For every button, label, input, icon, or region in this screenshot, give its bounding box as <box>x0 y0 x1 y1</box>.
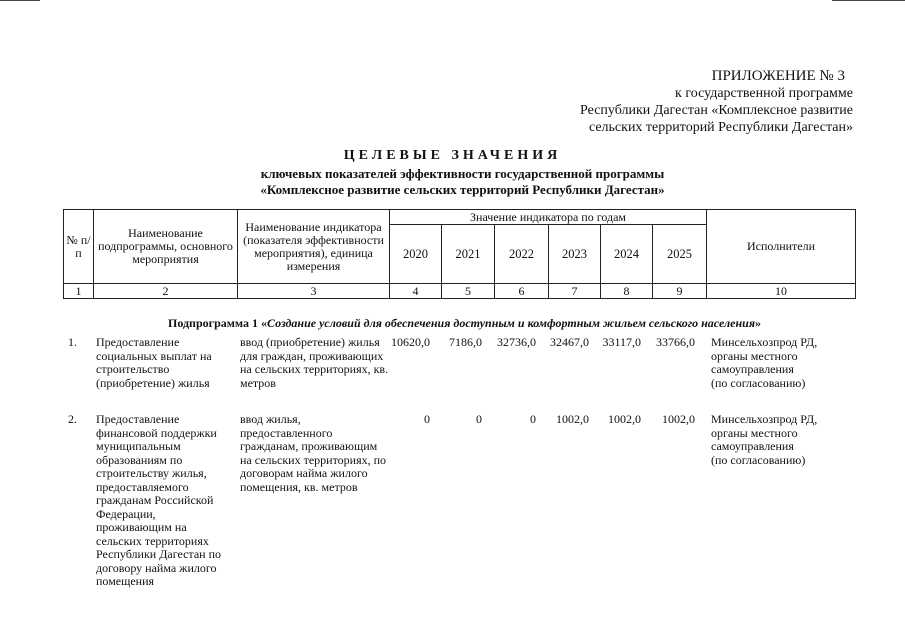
row-executors <box>711 413 856 467</box>
column-number: 1 <box>64 284 94 299</box>
row-value-2025: 33766,0 <box>656 335 695 349</box>
row-activity-name: Предоставление социальных выплат на строительство (приобретение) жилья <box>96 335 212 390</box>
header-num: № п/п <box>64 210 94 284</box>
row-executors <box>711 336 856 390</box>
table-row <box>63 413 855 598</box>
column-number: 4 <box>390 284 442 299</box>
subprogram-heading <box>12 316 905 331</box>
header-indicator: Наименование индикатора (показателя эффективности мероприятия), единица измерения <box>238 210 390 284</box>
row-value-2024: 33117,0 <box>602 335 641 349</box>
row-value-2020: 10620,0 <box>391 335 430 349</box>
executor-line: (по согласованию) <box>711 375 806 390</box>
column-number: 8 <box>601 284 653 299</box>
appendix-block <box>580 68 853 136</box>
column-number: 5 <box>442 284 495 299</box>
column-number: 9 <box>653 284 707 299</box>
column-number: 2 <box>94 284 238 299</box>
document-title: ЦЕЛЕВЫЕ ЗНАЧЕНИЯ <box>343 148 562 163</box>
header-values-group: Значение индикатора по годам <box>390 210 707 225</box>
appendix-line: Республики Дагестан «Комплексное развитие <box>580 103 853 118</box>
row-number: 1. <box>68 335 77 349</box>
subprogram-suffix: » <box>755 316 762 330</box>
row-value-2025: 1002,0 <box>662 412 695 426</box>
row-value-2021: 7186,0 <box>449 335 482 349</box>
column-number: 3 <box>238 284 390 299</box>
subprogram-prefix: Подпрограмма 1 « <box>167 316 268 330</box>
scan-edge-line-left <box>0 0 40 1</box>
subprogram-title: Создание условий для обеспечения доступным и комфортным жильем сельского населения <box>267 316 756 330</box>
column-number: 10 <box>707 284 856 299</box>
document-subtitle: ключевых показателей эффективности государственной программы <box>260 166 665 181</box>
appendix-title: ПРИЛОЖЕНИЕ № 3 <box>711 68 845 84</box>
header-year: 2022 <box>495 225 549 284</box>
executor-line: органы местного <box>711 425 798 440</box>
header-year: 2020 <box>390 225 442 284</box>
table-row <box>63 336 855 406</box>
row-indicator: ввод (приобретение) жилья для граждан, проживающих на сельских территориях, кв. метров <box>240 335 389 390</box>
header-year: 2024 <box>601 225 653 284</box>
executor-line: самоуправления <box>711 362 794 376</box>
program-name: «Комплексное развитие сельских территорий Республики Дагестан» <box>260 182 665 197</box>
header-table <box>63 209 856 299</box>
row-value-2022: 0 <box>530 412 536 426</box>
row-value-2022: 32736,0 <box>497 335 536 349</box>
executor-line: (по согласованию) <box>711 452 806 467</box>
appendix-line: к государственной программе <box>675 86 853 101</box>
executor-line: Минсельхозпрод РД, <box>711 412 818 426</box>
row-number: 2. <box>68 412 77 426</box>
header-year: 2021 <box>442 225 495 284</box>
column-number: 7 <box>549 284 601 299</box>
executor-line: органы местного <box>711 348 798 363</box>
executor-line: Минсельхозпрод РД, <box>711 335 818 349</box>
row-value-2024: 1002,0 <box>608 412 641 426</box>
header-year: 2023 <box>549 225 601 284</box>
row-indicator: ввод жилья, предоставленного гражданам, проживающим на сельских территориях, по договорам найма жилого помещения, кв. метров <box>240 412 387 494</box>
row-value-2023: 1002,0 <box>556 412 589 426</box>
header-name: Наименование подпрограммы, основного мероприятия <box>94 210 238 284</box>
header-year: 2025 <box>653 225 707 284</box>
row-activity-name: Предоставление финансовой поддержки муниципальным образованиям по строительству жилья, предоставляемого гражданам Российской Федерации, проживающим на сельских территориях Республики Дагестан по договору найма жилого помещения <box>96 412 221 588</box>
row-value-2020: 0 <box>424 412 430 426</box>
row-value-2023: 32467,0 <box>550 335 589 349</box>
header-executors: Исполнители <box>707 210 856 284</box>
executor-line: самоуправления <box>711 439 794 453</box>
row-value-2021: 0 <box>476 412 482 426</box>
column-number: 6 <box>495 284 549 299</box>
appendix-line: сельских территорий Республики Дагестан» <box>588 120 853 135</box>
scan-edge-line-right <box>832 0 905 1</box>
